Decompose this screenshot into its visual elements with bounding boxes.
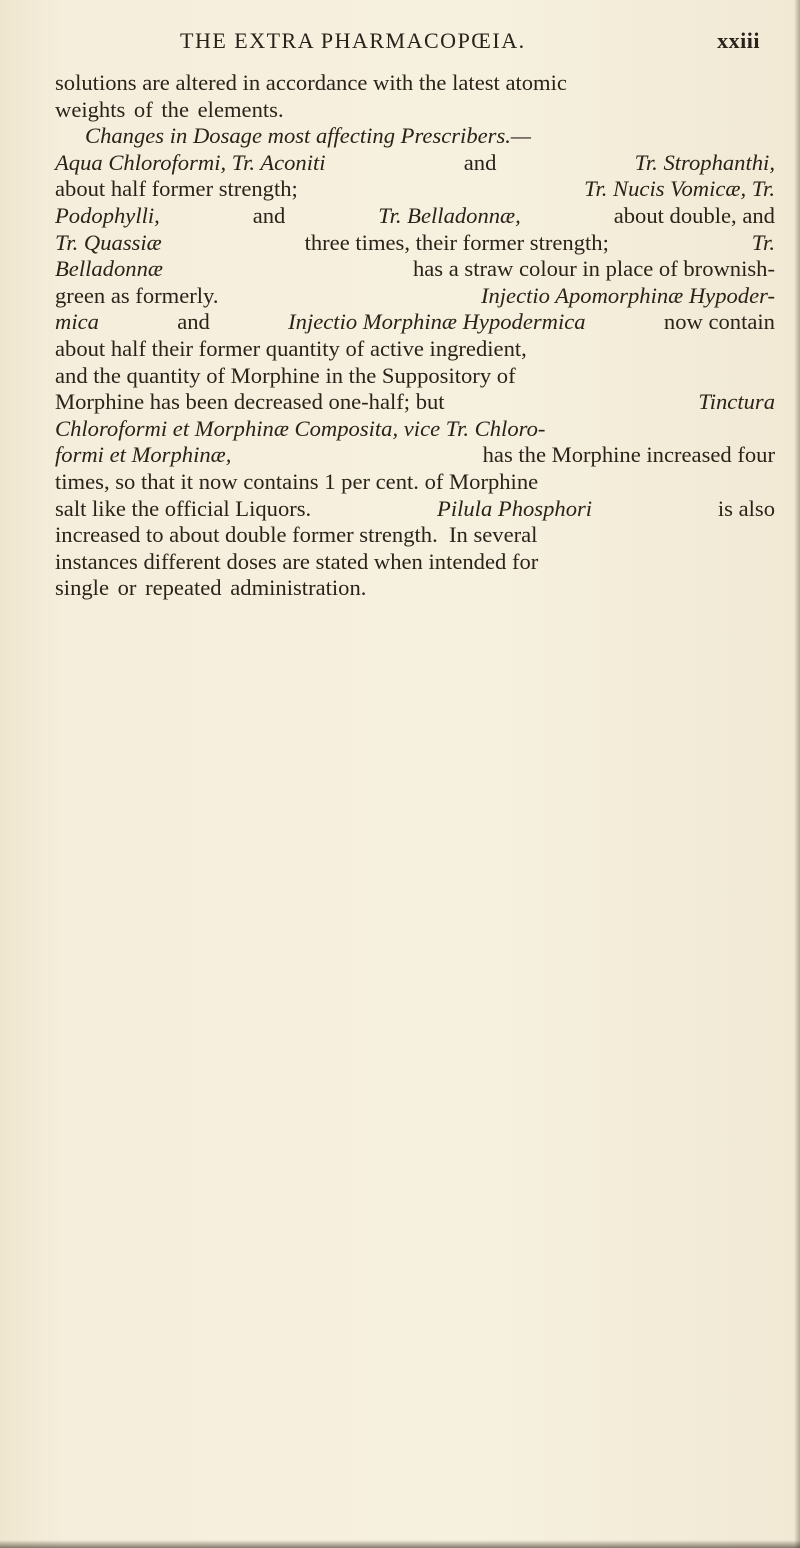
- text-line-content: solutions are altered in accordance with the latest atomic: [55, 70, 567, 95]
- page-bottom-edge: [0, 1540, 800, 1548]
- text-span: has the Morphine increased four: [476, 442, 775, 468]
- text-span: Morphine has been decreased one-half; but: [55, 389, 451, 415]
- running-head-title: THE EXTRA PHARMACOPŒIA.: [180, 28, 526, 53]
- text-span: instances different doses are stated when intended for: [55, 548, 539, 574]
- text-span: green as formerly.: [55, 282, 225, 308]
- text-line-content: weights of the elements.: [55, 96, 284, 122]
- drug-name: Tr. Quassiæ: [55, 229, 162, 255]
- drug-name: Chloroformi et Morphinæ Composita, vice Tr. Chloro-: [55, 415, 546, 441]
- drug-name: mica: [55, 309, 99, 335]
- text-line: [55, 469, 775, 496]
- text-line: [55, 256, 775, 283]
- text-line: [55, 309, 775, 336]
- drug-name: Tr.: [751, 229, 775, 255]
- text-line: [55, 496, 775, 523]
- section-heading: [55, 123, 775, 150]
- text-span: times, so that it now contains 1 per cent. of Morphine: [55, 468, 539, 494]
- text-span: salt like the official Liquors.: [55, 495, 317, 521]
- drug-name: formi et Morphinæ,: [55, 442, 232, 468]
- body-text: [55, 70, 775, 602]
- drug-name: Injectio Apomorphinæ Hypoder-: [480, 282, 775, 308]
- drug-name: Belladonnæ: [55, 256, 163, 282]
- page-number: xxiii: [717, 28, 760, 53]
- drug-name: Aqua Chloroformi, Tr. Aconiti: [55, 149, 326, 175]
- drug-name: Tr. Belladonnæ,: [378, 202, 521, 228]
- section-heading-text: Changes in Dosage most affecting Prescribers.—: [85, 123, 531, 149]
- text-line: [55, 549, 775, 576]
- text-span: and: [247, 202, 291, 228]
- text-line: [55, 575, 775, 602]
- page-edge-shadow: [794, 0, 800, 1548]
- drug-name: Tr. Nucis Vomicæ, Tr.: [584, 176, 775, 202]
- text-span: is also: [712, 495, 775, 521]
- drug-name: Tinctura: [698, 389, 775, 415]
- text-line: [55, 416, 775, 443]
- text-span: now contain: [658, 309, 775, 335]
- text-line: [55, 230, 775, 257]
- drug-name: Tr. Strophanthi,: [634, 149, 775, 175]
- drug-name: Injectio Morphinæ Hypodermica: [288, 309, 586, 335]
- text-line: [55, 150, 775, 177]
- text-line: [55, 283, 775, 310]
- text-line: [55, 70, 775, 97]
- text-span: increased to about double former strength. In several: [55, 522, 538, 548]
- drug-name: Pilula Phosphori: [437, 495, 593, 521]
- text-span: about double, and: [608, 202, 775, 228]
- text-span: about half their former quantity of active ingredient,: [55, 335, 527, 361]
- text-line: [55, 336, 775, 363]
- text-span: and: [458, 149, 503, 175]
- text-span: three times, their former strength;: [298, 229, 615, 255]
- text-line: [55, 363, 775, 390]
- text-line: [55, 176, 775, 203]
- text-line: [55, 203, 775, 230]
- running-head: [180, 28, 760, 58]
- text-span: has a straw colour in place of brownish-: [407, 256, 775, 282]
- text-line: [55, 522, 775, 549]
- text-line: [55, 97, 775, 124]
- text-span: single or repeated administration.: [55, 575, 367, 601]
- text-span: and: [171, 309, 216, 335]
- text-span: about half former strength;: [55, 176, 304, 202]
- text-line: [55, 389, 775, 416]
- drug-name: Podophylli,: [55, 202, 160, 228]
- text-line: [55, 442, 775, 469]
- text-span: and the quantity of Morphine in the Suppository of: [55, 362, 516, 388]
